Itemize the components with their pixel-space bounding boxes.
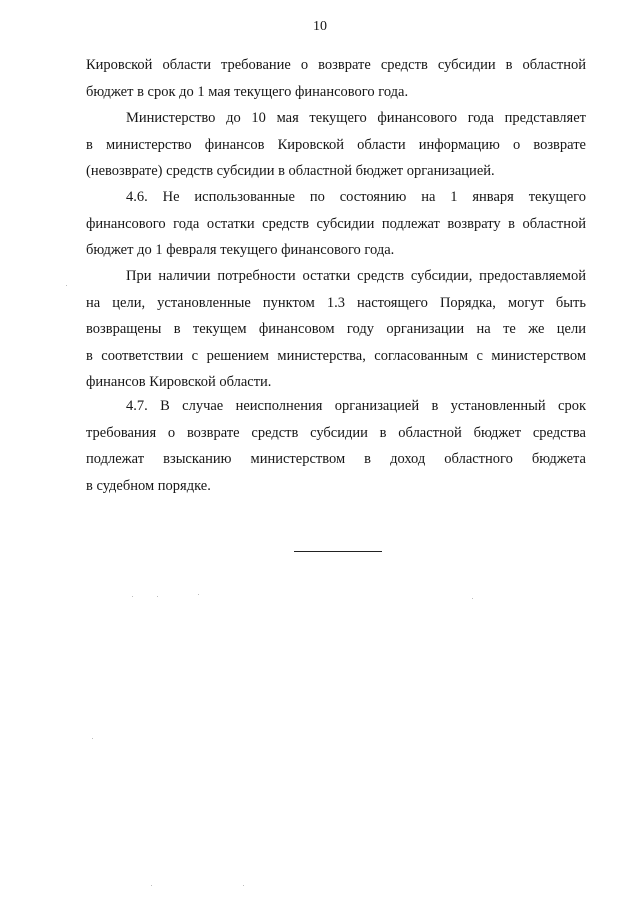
text-line: финансов Кировской области. — [86, 374, 272, 390]
scan-speck — [92, 738, 93, 739]
text-line: бюджет в срок до 1 мая текущего финансового года. — [86, 83, 409, 100]
paragraph-clause-4-6 — [86, 184, 586, 264]
paragraph-clause-4-7 — [86, 393, 586, 499]
end-of-document-rule — [294, 551, 382, 552]
text-line: При наличии потребности остатки средств субсидии, предоставляемой — [126, 268, 586, 284]
text-line: (невозврате) средств субсидии в областной бюджет организацией. — [86, 163, 495, 179]
paragraph-remaining-funds — [86, 263, 586, 396]
scan-speck — [66, 285, 67, 286]
scan-speck — [132, 596, 133, 597]
scan-speck — [151, 885, 152, 886]
text-line: 4.6. Не использованные по состоянию на 1 января текущего — [126, 189, 586, 205]
text-line: в министерство финансов Кировской области информацию о возврате — [86, 136, 586, 153]
page-number: 10 — [313, 19, 327, 34]
scan-speck — [198, 594, 199, 595]
text-line: в соответствии с решением министерства, согласованным с министерством — [86, 347, 586, 364]
scan-speck — [157, 596, 158, 597]
scan-speck — [243, 885, 244, 886]
text-line: на цели, установленные пунктом 1.3 настоящего Порядка, могут быть — [86, 294, 586, 311]
scan-speck — [472, 598, 473, 599]
text-line: финансового года остатки средств субсидии подлежат возврату в областной — [86, 215, 586, 232]
text-line: в судебном порядке. — [86, 477, 211, 494]
text-line: подлежат взысканию министерством в доход областного бюджета — [86, 451, 586, 467]
paragraph-continuation — [86, 52, 586, 105]
text-line: Кировской области требование о возврате средств субсидии в областной — [86, 57, 586, 73]
text-line: Министерство до 10 мая текущего финансового года представляет — [126, 110, 586, 126]
text-line: требования о возврате средств субсидии в областной бюджет средства — [86, 424, 586, 441]
text-line: бюджет до 1 февраля текущего финансового года. — [86, 242, 395, 258]
text-line: возвращены в текущем финансовом году организации на те же цели — [86, 321, 586, 337]
text-line: 4.7. В случае неисполнения организацией в установленный срок — [126, 398, 586, 414]
paragraph-ministry-report — [86, 105, 586, 185]
